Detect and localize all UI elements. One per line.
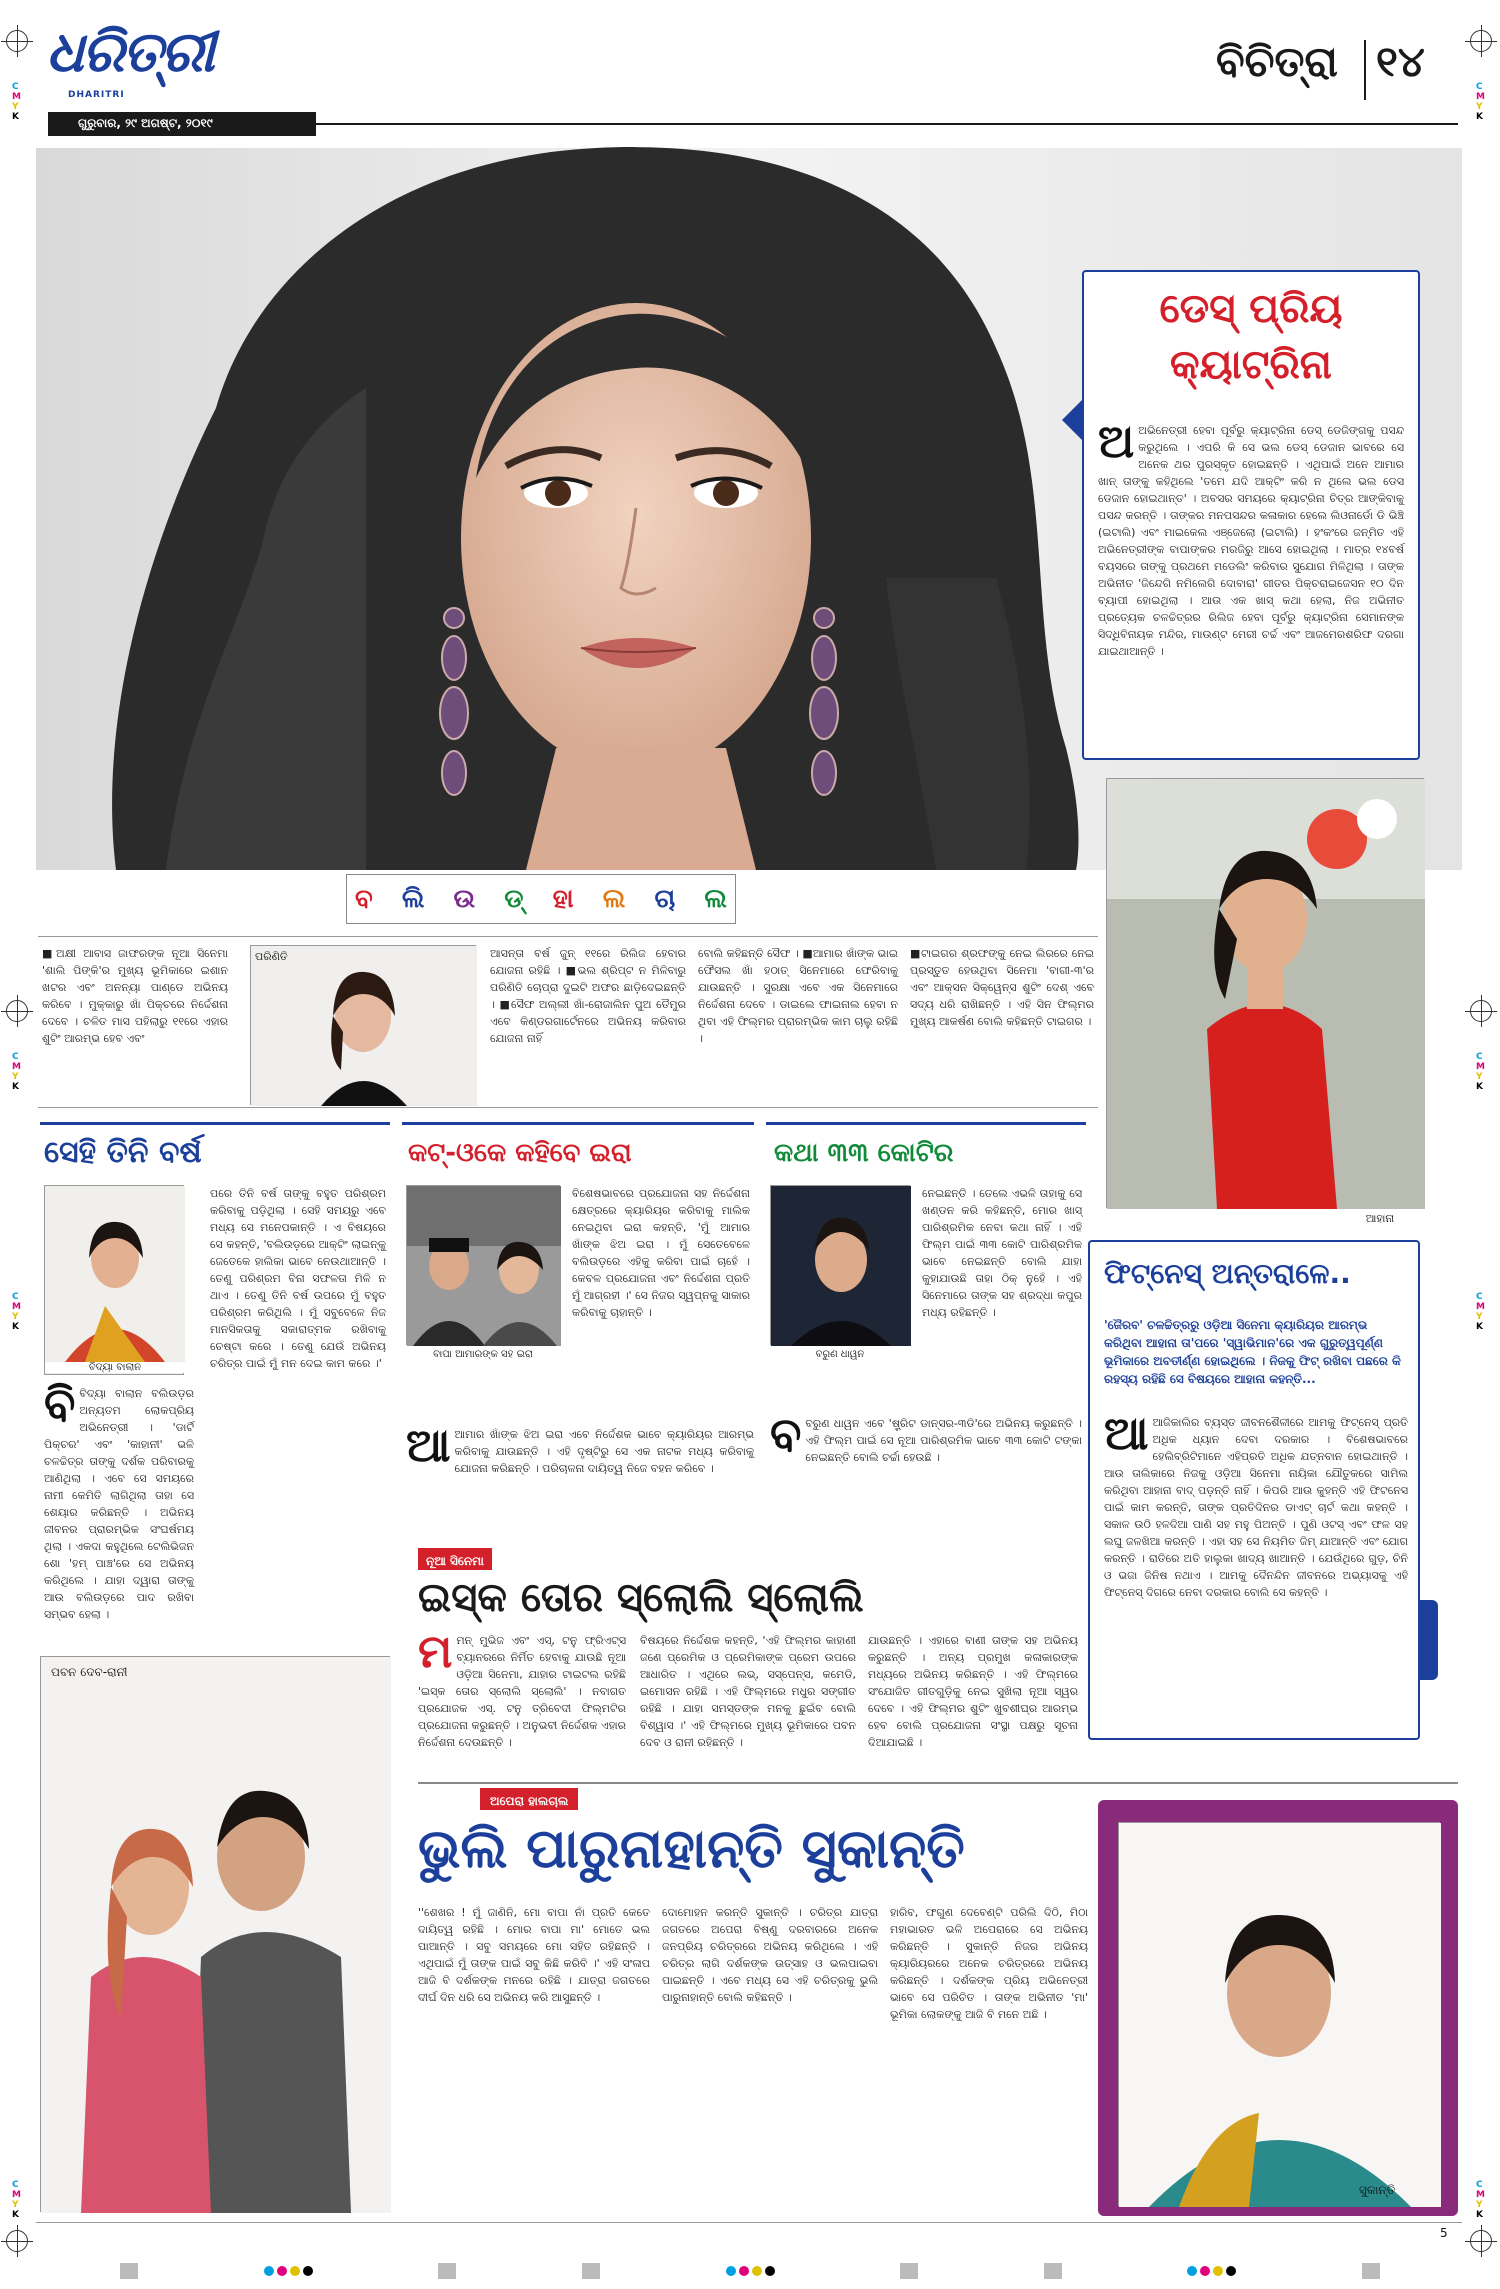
band-letter: ହା — [552, 883, 574, 914]
fitness-article — [1088, 1240, 1420, 1740]
new-film-tag-text: ନୂଆ ସିନେମା — [426, 1554, 484, 1568]
sukanti-tag-text: ଅପେରା ହାଲଚାଲ — [490, 1794, 569, 1808]
ira-headline: କଟ୍-ଓକେ କହିବେ ଇରା — [408, 1138, 632, 1168]
color-dots-icon — [1187, 2266, 1236, 2276]
varun-caption: ବରୁଣ ଧାୱନ — [815, 1349, 865, 1360]
cmyk-marker-icon: C M Y K — [1476, 1292, 1485, 1332]
vidya-portrait-illustration — [45, 1186, 185, 1362]
date-bar — [48, 112, 316, 136]
ira-dropcap: ଆ — [406, 1418, 451, 1472]
fitness-headline: ଫିଟ୍‌ନେସ୍ ଅନ୍ତରାଳେ.. — [1104, 1257, 1351, 1290]
hero-headline-line-2: କ୍ୟାଟ୍ରିନା — [1170, 342, 1332, 388]
band-letter: ଲ — [704, 883, 727, 914]
cmyk-marker-icon: C M Y K — [1476, 82, 1485, 122]
bollywood-col-1: ■ଅକ୍ଷୀ ଆବାସ ଜାଫରଙ୍କ ନୂଆ ସିନେମା 'ଶାଲି ପିଙ୍କି'ର ମୁଖ୍ୟ ଭୂମିକାରେ ଇଶାନ ଖଟର ଏବଂ ଅନନ୍ୟା ପାଣ୍ଡେ ଅଭିନୟ କରିବେ । ମୁକ୍କାରୁ ଖାଁ ପିକ୍ଚରେ ନିର୍ଦ୍ଦେଶନା ଦେବେ । ଚଳିତ ମାସ ପହିଲାରୁ ୧୧ରେ ଏହାର ଶୁଟିଂ ଆରମ୍ଭ ହେବ ଏବଂ — [42, 947, 228, 1045]
color-dots-icon — [726, 2266, 775, 2276]
cmyk-marker-icon: C M Y K — [1476, 2180, 1485, 2220]
sukanti-divider — [418, 1782, 1458, 1784]
band-letter: ଚା — [654, 883, 676, 914]
varun-photo — [770, 1185, 910, 1345]
vidya-dropcap: ବି — [44, 1377, 76, 1431]
parineeti-portrait-illustration — [251, 946, 477, 1106]
registration-mark-icon — [1470, 2230, 1492, 2252]
grey-swatch-icon — [582, 2263, 600, 2279]
page-number: ୧୪ — [1376, 37, 1425, 86]
fitness-dropcap: ଆ — [1104, 1406, 1149, 1460]
sukanti-caption: ସୁକାନ୍ତି — [1359, 2183, 1396, 2197]
cmyk-marker-icon: C M Y K — [12, 1292, 21, 1332]
logo — [46, 18, 246, 108]
band-letter: ବ — [355, 883, 373, 914]
varun-left-text: ବରୁଣ ଧାୱନ ଏବେ 'ଷ୍ଟ୍ରିଟ ଡାନ୍ସର-୩ଡି'ରେ ଅଭିନୟ କରୁଛନ୍ତି । ଏହି ଫିଲ୍ମ ପାଇଁ ସେ ନୂଆ ପାରିଶ୍ରମିକ ଭାବେ ୩୩ କୋଟି ଟଙ୍କା ନେଇଛନ୍ତି ବୋଲି ଚର୍ଚ୍ଚା ହେଉଛି । — [805, 1417, 1082, 1464]
bollywood-band-letters — [355, 879, 727, 919]
hero-body — [1098, 414, 1404, 752]
parineeti-caption: ପରିଣିତି — [255, 950, 288, 963]
vidya-photo — [44, 1185, 184, 1375]
hero-box-pointer-icon — [1062, 400, 1082, 440]
cmyk-marker-icon: C M Y K — [12, 2180, 21, 2220]
bollywood-col-3: ବୋଲି କହିଛନ୍ତି ସୈଫ । ■ଆମାର ଖାଁଙ୍କ ଭାଇ ଫୈସଲ ଖାଁ ହଠାତ୍ ସିନେମାରେ ଫେରିବାକୁ ଯାଉଛନ୍ତି । ସୁରକ୍ଷା ଏବେ ଏକ ସିନେମାରେ ନିର୍ଦ୍ଦେଶନା ଦେବେ । ଡାଇଲେ ଫାଇନାଲ ହେବା ନ ଥିବା ଏହି ଫିଲ୍ମର ପ୍ରାରମ୍ଭିକ କାମ ଚାଲୁ ରହିଛି । — [698, 947, 898, 1045]
varun-headline: କଥା ୩୩ କୋଟିର — [774, 1138, 954, 1168]
varun-left-col — [770, 1407, 1082, 1539]
hero-article-box — [1082, 270, 1420, 760]
vidya-left-text: ବିଦ୍ୟା ବାଲାନ ବଲିଉଡ଼ର ଅନ୍ୟତମ ଲୋକପ୍ରିୟ ଅଭିନେତ୍ରୀ । 'ଡାର୍ଟି ପିକ୍ଚର' ଏବଂ 'କାହାନୀ' ଭଳି ଚଳଚ୍ଚିତ୍ର ତାଙ୍କୁ ଦର୍ଶକ ପରିବାରକୁ ଆଣିଥିଲା । ଏବେ ସେ ସମୟରେ ନାମୀ କେମିତି ଲାଗିଥିଲା ତାହା ସେ ଶେୟାର କରିଛନ୍ତି । ଅଭିନୟ ଜୀବନର ପ୍ରାରମ୍ଭିକ ସଂଘର୍ଷମୟ ଥିଲା । ଏକଦା କହୁଥିଲେ ଟେଲିଭିଜନ ଶୋ 'ହମ୍ ପାଞ୍ଚ'ରେ ସେ ଅଭିନୟ କରିଥିଲେ । ଯାହା ଦ୍ୱାରା ତାଙ୍କୁ ଆଉ ବଲିଉଡ଼ରେ ପାଦ ରଖିବା ସମ୍ଭବ ହେଲା । — [44, 1387, 194, 1621]
ira-left-text: ଆମାର ଖାଁଙ୍କ ଝିଅ ଇରା ଏବେ ନିର୍ଦ୍ଦେଶକ ଭାବେ କ୍ୟାରିୟର ଆରମ୍ଭ କରିବାକୁ ଯାଉଛନ୍ତି । ଏହି ଦୃଷ୍ଟିରୁ ସେ ଏକ ନାଟକ ମଧ୍ୟ କରିବାକୁ ଯୋଜନା କରିଛନ୍ତି । ପରିଚାଳନା ଦାୟିତ୍ୱ ନିଜେ ବହନ କରିବେ । — [454, 1428, 754, 1475]
footer-page-corner: 5 — [1440, 2226, 1448, 2240]
registration-mark-icon — [1470, 30, 1492, 52]
ira-article — [402, 1122, 754, 1422]
sukanti-photo — [1118, 1822, 1440, 2206]
registration-mark-icon — [1470, 1000, 1492, 1022]
hero-dropcap: ଅ — [1098, 414, 1135, 468]
footer-rule — [36, 2222, 1462, 2223]
band-letter: ଡ୍ — [504, 883, 524, 914]
new-film-col-2: ବିଷୟରେ ନିର୍ଦ୍ଦେଶକ କହନ୍ତି, 'ଏହି ଫିଲ୍ମର କାହାଣୀ ଜଣେ ପ୍ରେମିକ ଓ ପ୍ରେମିକାଙ୍କ ପ୍ରେମ ଉପରେ ଆଧାରିତ । ଏଥିରେ ଲଭ୍, ସସ୍ପେନ୍ସ, କମେଡି, ଇମୋସନ ରହିଛି । ଏହି ଫିଲ୍ମରେ ମଧୁର ସଙ୍ଗୀତ ରହିଛି । ଯାହା ସମସ୍ତଙ୍କ ମନକୁ ଛୁଇଁବ ବୋଲି ବିଶ୍ୱାସ ।' ଏହି ଫିଲ୍ମରେ ମୁଖ୍ୟ ଭୂମିକାରେ ପବନ ଦେବ ଓ ରାନୀ ରହିଛନ୍ତି । — [640, 1634, 856, 1749]
varun-portrait-illustration — [771, 1186, 911, 1346]
logo-sub: DHARITRI — [68, 90, 125, 100]
fitness-body — [1104, 1406, 1408, 1734]
bollywood-col-4: ■ଟାଇଗର ଶ୍ରଫଙ୍କୁ ନେଇ ଲିରରେ ନେଇ ପ୍ରସ୍ତୁତ ହେଉଥିବା ସିନେମା 'ବାଗୀ-୩'ର ଏବଂ ଆକ୍ସନ ସିକ୍ୱେନ୍ସ ଶୁଟିଂ ଦେଶ୍ ଏବେ ସଦ୍ୟ ଧରି ରାଖିଛନ୍ତି । ଏହି ସିନ ଫିଲ୍ମର ମୁଖ୍ୟ ଆକର୍ଷଣ ବୋଲି କହିଛନ୍ତି ଟାଇଗର । — [910, 947, 1094, 1028]
grey-swatch-icon — [900, 2263, 918, 2279]
bollywood-band — [346, 874, 736, 924]
new-film-col-1 — [418, 1624, 626, 1772]
new-film-headline: ଇସ୍କ ତୋର ସ୍ଲୋଲି ସ୍ଲୋଲି — [418, 1575, 864, 1621]
pawan-rani-illustration — [41, 1657, 391, 2213]
section-title: ବିଚିତ୍ରା — [1216, 37, 1338, 86]
masthead-rule — [316, 123, 1458, 125]
ira-photo — [406, 1185, 560, 1345]
vidya-article — [40, 1122, 390, 1621]
varun-dropcap: ବ — [770, 1407, 802, 1461]
new-film-photo — [40, 1656, 390, 2212]
sukanti-photo-frame — [1098, 1800, 1458, 2216]
ira-left-col — [406, 1418, 754, 1536]
registration-mark-icon — [6, 1000, 28, 1022]
cmyk-marker-icon: C M Y K — [12, 1052, 21, 1092]
registration-mark-icon — [6, 2230, 28, 2252]
band-letter: ଉ — [453, 883, 476, 914]
varun-article — [766, 1122, 1086, 1542]
ira-aamir-illustration — [407, 1186, 561, 1346]
grey-swatch-icon — [1362, 2263, 1380, 2279]
band-letter: ଲ — [602, 883, 626, 914]
logo-text: ଧରିତ୍ରୀ — [46, 20, 213, 85]
footer-color-bar — [120, 2262, 1380, 2280]
grey-swatch-icon — [1044, 2263, 1062, 2279]
band-letter: ଲି — [401, 883, 425, 914]
grey-swatch-icon — [120, 2263, 138, 2279]
sukanti-col-1: ''ଶେଖର ! ମୁଁ ଜାଣିନି, ମୋ ବାପା ନାଁ ପ୍ରତି କେତେ ଦାୟିତ୍ୱ ରହିଛି । ମୋର ବାପା ମା' ମୋତେ ଭଲ ପାଆନ୍ତି । ସବୁ ସମୟରେ ମୋ ସହିତ ରହିଛନ୍ତି । ଏଥିପାଇଁ ମୁଁ ତାଙ୍କ ପାଇଁ ସବୁ କିଛି କରିବି ।' ଏହି ସଂଳାପ ଆଜି ବି ଦର୍ଶକଙ୍କ ମନରେ ରହିଛି । ଯାତ୍ରା ଜଗତରେ ଦୀର୍ଘ ଦିନ ଧରି ସେ ଅଭିନୟ କରି ଆସୁଛନ୍ତି । — [418, 1906, 650, 2004]
new-film-tag — [418, 1548, 492, 1570]
vidya-caption: ବିଦ୍ୟା ବାଲାନ — [45, 1362, 185, 1373]
new-film-caption: ପବନ ଦେବ-ରାନୀ — [51, 1665, 128, 1679]
date-text: ଗୁରୁବାର, ୨୯ ଅଗଷ୍ଟ, ୨୦୧୯ — [78, 116, 213, 130]
hero-body-text: ଅଭିନେତ୍ରୀ ହେବା ପୂର୍ବରୁ କ୍ୟାଟ୍ରିନା ଡେସ୍ ଡେଜିଙ୍ଗକୁ ପସନ୍ଦ କରୁଥିଲେ । ଏପରି କି ସେ ଭଲ ଡେସ୍ ଡେଜାନ ଭାବରେ ସେ ଅନେକ ଥର ପୁରସ୍କୃତ ହୋଇଛନ୍ତି । ଏଥିପାଇଁ ଅନେ ଆମାର ଖାନ୍ ତାଙ୍କୁ କହିଥିଲେ 'ତମେ ଯଦି ଆକ୍ଟିଂ କରି ନ ଥିଲେ ଭଲ ଡେସ ଡେଜାନ ହୋଇଥାନ୍ତ' । ଅବସର ସମୟରେ କ୍ୟାଟ୍ରିନା ଚିତ୍ର ଆଙ୍କିବାକୁ ପସନ୍ଦ କରନ୍ତି । ତାଙ୍କର ମନପସନ୍ଦର କଳାକାର ହେଲେ ଲିଓନାର୍ଡୋ ଡି ଭିଞ୍ଚି (ଇଟାଲି) ଏବଂ ମାଇକେଲ ଏଞ୍ଜେଲୋ (ଇଟାଲି) । ହଂକଂରେ ଜନ୍ମିତ ଏହି ଅଭିନେତ୍ରୀଙ୍କ ବାପାଙ୍କର ମରଜିରୁ ଆସେ ହୋଇଥିଲା । ମାତ୍ର ୧୪ବର୍ଷ ବୟସରେ ତାଙ୍କୁ ପ୍ରଥମେ ମଡେଲିଂ କରିବାର ସୁଯୋଗ ମିଳିଥିଲା । ତାଙ୍କ ଅଭିନୀତ 'ଜିନ୍ଦେଗି ନମିଲେଗି ଦୋବାରା' ଗୀତର ପିକ୍ଚରାଇଜେସନ ୧୦ ଦିନ ବ୍ୟାପୀ ହୋଇଥିଲା । ଆଉ ଏକ ଖାସ୍ କଥା ହେଲା, ନିଜ ଅଭିନୀତ ପ୍ରତ୍ୟେକ ଚଳଚ୍ଚିତ୍ରର ରିଲିଜ ହେବା ପୂର୍ବରୁ କ୍ୟାଟ୍ରିନା ସେମାନଙ୍କ ସିଦ୍ଧିବିନାୟକ ମନ୍ଦିର, ମାଉଣ୍ଟ ମେରୀ ଚର୍ଚ୍ଚ ଏବଂ ଆଜମେରଶରିଫ ଦରଗା ଯାଇଥାଆନ୍ତି । — [1098, 424, 1404, 658]
sukanti-col-2: ଦୋମୋହନ କରନ୍ତି ସୁକାନ୍ତି । ଚରିତ୍ର ଯାତ୍ରା ଜଗତରେ ଅପେରା ବିଷ୍ଣୁ ଦରବାରରେ ଅନେକ ଜନପ୍ରିୟ ଚରିତ୍ରରେ ଅଭିନୟ କରିଥିଲେ । ଏହି ଚରିତ୍ର ଲାଗି ଦର୍ଶକଙ୍କ ଉତ୍ସାହ ଓ ଭଲପାଇବା ପାଇଛନ୍ତି । ଏବେ ମଧ୍ୟ ସେ ଏହି ଚରିତ୍ରକୁ ଭୁଲି ପାରୁନାହାନ୍ତି ବୋଲି କହିଛନ୍ତି । — [662, 1906, 878, 2004]
ira-right-col: ବିଶେଷଭାବରେ ପ୍ରଯୋଜନା ସହ ନିର୍ଦ୍ଦେଶନା କ୍ଷେତ୍ରରେ କ୍ୟାରିୟର କରିବାକୁ ମାଲିକ ନେଇଥିବା ଇରା କହନ୍ତି, 'ମୁଁ ଆମାର ଖାଁଙ୍କ ଝିଅ ଇରା । ମୁଁ ସେତେବେଳେ ବଲିଉଡ଼ରେ ଏହିକୁ କରିବା ପାଇଁ ଚାହେଁ । କେବଳ ପ୍ରଯୋଜନା ଏବଂ ନିର୍ଦ୍ଦେଶନା ପ୍ରତି ମୁଁ ଆଗ୍ରହୀ ।' ସେ ନିଜର ସ୍ୱପ୍ନକୁ ସାକାର କରିବାକୁ ଚାହାନ୍ତି । — [572, 1187, 750, 1319]
varun-right-col: ନେଇଛନ୍ତି । ତେଲେ ଏଭଳି ତାହାକୁ ସେ ଖଣ୍ଡନ କରି କହିଛନ୍ତି, ମୋର ଖାସ୍ ପାରିଶ୍ରମିକ ନେବା କଥା ନାହିଁ । ଏହି ଫିଲ୍ମ ପାଇଁ ୩୩ କୋଟି ପାରିଶ୍ରମିକ ଭାବେ ନେଇଛନ୍ତି ବୋଲି ଯାହା କୁହାଯାଉଛି ତାହା ଠିକ୍ ନୁହେଁ । ଏହି ସିନେମାରେ ତାଙ୍କ ସହ ଶ୍ରଦ୍ଧା କପୁର ମଧ୍ୟ ରହିଛନ୍ତି । — [922, 1187, 1082, 1319]
vidya-headline: ସେହି ତିନି ବର୍ଷ — [44, 1135, 202, 1170]
registration-mark-icon — [6, 30, 28, 52]
sukanti-tag — [480, 1788, 578, 1810]
new-film-dropcap: ମ — [418, 1624, 453, 1678]
fitness-side-accent — [1418, 1600, 1438, 1680]
bollywood-news — [38, 936, 1098, 1108]
hero-headline-line-1: ଡେସ୍ ପ୍ରିୟ — [1159, 286, 1343, 332]
masthead — [46, 18, 1458, 140]
sukanti-portrait-illustration — [1119, 1823, 1441, 2207]
color-dots-icon — [264, 2266, 313, 2276]
ahana-portrait-illustration — [1107, 779, 1425, 1209]
fitness-intro: 'ଜୈରବ' ଚଳଚ୍ଚିତ୍ରରୁ ଓଡ଼ିଆ ସିନେମା କ୍ୟାରିୟର ଆରମ୍ଭ କରିଥିବା ଆହାନା ତା'ପରେ 'ସ୍ୱାଭିମାନ'ରେ ଏକ ଗୁରୁତ୍ୱପୂର୍ଣ୍ଣ ଭୂମିକାରେ ଅବତୀର୍ଣ୍ଣ ହୋଇଥିଲେ । ନିଜକୁ ଫିଟ୍ ରଖିବା ପଛରେ କି ରହସ୍ୟ ରହିଛି ସେ ବିଷୟରେ ଆହାନା କହନ୍ତି... — [1104, 1318, 1401, 1386]
cmyk-marker-icon: C M Y K — [12, 82, 21, 122]
bollywood-col-2: ଆସନ୍ତା ବର୍ଷ ଜୁନ୍ ୧୧ରେ ରିଲିଜ ହେବାର ଯୋଜନା ରହିଛି । ■ଭଲ ଶ୍ରିପ୍ଟ ନ ମିଳିବାରୁ ପରିଣିତି ଚୋପ୍ରା ଦୁଇଟି ଅଫର ଛାଡ଼ିଦେଇଛନ୍ତି । ■ସୈଫ ଅଲ୍ଲୀ ଖାଁ-ରୋଜାଲିନ ପୁଅ ତୈମୁର ଏବେ କିଣ୍ଡରଗାର୍ଟେନରେ ଅଭିନୟ କରିବାର ଯୋଜନା ନାହିଁ — [490, 947, 686, 1045]
new-film-col-3: ଯାଉଛନ୍ତି । ଏହାରେ ବାଣୀ ତାଙ୍କ ସହ ଅଭିନୟ କରୁଛନ୍ତି । ଅନ୍ୟ ପ୍ରମୁଖ କଳାକାରଙ୍କ ମଧ୍ୟରେ ଅଭିନୟ କରିଛନ୍ତି । ଏହି ଫିଲ୍ମରେ ସଂଯୋଜିତ ଗୀତଗୁଡ଼ିକୁ ନେଇ ସୁଖିଲା ନୂଆ ସ୍ୱର ଦେବେ । ଏହି ଫିଲ୍ମର ଶୁଟିଂ ଖୁବଶୀଘ୍ର ଆରମ୍ଭ ହେବ ବୋଲି ପ୍ରଯୋଜନା ସଂସ୍ଥା ପକ୍ଷରୁ ସୂଚନା ଦିଆଯାଇଛି । — [868, 1634, 1078, 1749]
vidya-right-col: ପରେ ତିନି ବର୍ଷ ତାଙ୍କୁ ବହୁତ ପରିଶ୍ରମ କରିବାକୁ ପଡ଼ିଥିଲା । ସେହି ସମୟରୁ ଏବେ ମଧ୍ୟ ସେ ମନେପକାନ୍ତି । ଏ ବିଷୟରେ ସେ କହନ୍ତି, 'ବଲିଉଡ଼ରେ ଆକ୍ଟିଂ ଲାଇନ୍‌କୁ ଜେତେକେ ହାଲିକା ଭାବେ ନେଉଥାଆନ୍ତି । ତେଣୁ ପରିଶ୍ରମ ବିନା ସଫଳତା ମିଳି ନ ଥାଏ । ତେଣୁ ତିନି ବର୍ଷ ଉପରେ ମୁଁ ବହୁତ ପରିଶ୍ରମ କରିଥିଲି । ମୁଁ ସବୁବେଳେ ନିଜ ମାନସିକତାକୁ ସକାରାତ୍ମକ ରଖିବାକୁ ଚେଷ୍ଟା କରେ । ତେଣୁ ଯେଉଁ ଅଭିନୟ ଚରିତ୍ର ପାଇଁ ମୁଁ ମନ ଦେଇ କାମ କରେ ।' — [210, 1187, 386, 1370]
sukanti-headline: ଭୁଲି ପାରୁନାହାନ୍ତି ସୁକାନ୍ତି — [418, 1817, 965, 1880]
grey-swatch-icon — [438, 2263, 456, 2279]
sukanti-col-3: ହାରିବ, ଫଗୁଣ ଦେବେଣ୍ଟି ପରିଲି ଦିଠି, ମିଠା ମହାଭାରତ ଭଳି ଅପେରାରେ ସେ ଅଭିନୟ କରିଛନ୍ତି । ସୁକାନ୍ତି ନିଜର ଅଭିନୟ କ୍ୟାରିୟରରେ ଅନେକ ଚରିତ୍ରରେ ଅଭିନୟ କରିଛନ୍ତି । ଦର୍ଶକଙ୍କ ପ୍ରିୟ ଅଭିନେତ୍ରୀ ଭାବେ ସେ ପରିଚିତ । ତାଙ୍କ ଅଭିନୀତ 'ମା' ଭୂମିକା ଲୋକଙ୍କୁ ଆଜି ବି ମନେ ଅଛି । — [890, 1906, 1088, 2021]
section-divider — [1364, 40, 1366, 100]
ahana-photo — [1106, 778, 1424, 1208]
ira-caption: ବାପା ଆମାରଙ୍କ ସହ ଇରା — [433, 1349, 533, 1360]
ahana-caption: ଆହାନା — [1365, 1212, 1395, 1225]
new-film-col-1-text: ମନ୍ ମୁଭିଜ ଏବଂ ଏସ୍, ଟନୁ ଫ୍ରିଏଟ୍ସ ବ୍ୟାନରରେ ନିର୍ମିତ ହେବାକୁ ଯାଉଛି ନୂଆ ଓଡ଼ିଆ ସିନେମା, ଯାହାର ଟାଇଟଲ ରହିଛି 'ଇସ୍କ ତୋର ସ୍ଲୋଲି ସ୍ଲୋଲି' । ନବାଗତ ପ୍ରଯୋଜକ ଏସ୍. ଟନୁ ତ୍ରିବେଦୀ ଫିଲ୍ମଟିର ପ୍ରଯୋଜନା କରୁଛନ୍ତି । ଅନୁଭବୀ ନିର୍ଦ୍ଦେଶକ ଏହାର ନିର୍ଦ୍ଦେଶନା ଦେଉଛନ୍ତି । — [418, 1634, 626, 1749]
fitness-body-text: ଆଜିକାଲିର ବ୍ୟସ୍ତ ଜୀବନଶୈଳୀରେ ଆମକୁ ଫିଟ୍‌ନେସ୍ ପ୍ରତି ଅଧିକ ଧ୍ୟାନ ଦେବା ଦରକାର । ବିଶେଷଭାବରେ ହେଲିବ୍ରିଟିମାନେ ଏହିପ୍ରତି ଅଧିକ ଯତ୍ନବାନ ହୋଇଥାନ୍ତି । ଆଉ ତାଲିକାରେ ନିଜକୁ ଓଡ଼ିଆ ସିନେମା ନାୟିକା ଯୌତୁକରେ ସାମିଲ କରିଥିବା ଆହାନା ବାଦ୍ ପଡ଼ନ୍ତି ନାହିଁ । କିପରି ଆଉ କୁହନ୍ତି ଏହି ଫିଟନେସ ପାଇଁ କାମ କରନ୍ତି, ତାଙ୍କ ପ୍ରତିଦିନର ଡାଏଟ୍ ଚାର୍ଟ କଥା କହନ୍ତି । ସକାଳ ଉଠି ହଳଦିଆ ପାଣି ସହ ମହୁ ପିଅନ୍ତି । ପୁଣି ଓଟସ୍ ଏବଂ ଫଳ ସହ ଲଘୁ ଜଳଖିଆ କରନ୍ତି । ଏହା ସହ ସେ ନିୟମିତ ଜିମ୍ ଯାଆନ୍ତି ଏବଂ ଯୋଗ କରନ୍ତି । ରାତିରେ ଅତି ହାଲୁକା ଖାଦ୍ୟ ଖାଆନ୍ତି । ଯେଉଁଥିରେ ଗୁଡ଼, ଚିନି ଓ ଭଜା ଜିନିଷ ନଥାଏ । ଆମକୁ ଦୈନନ୍ଦିନ ଜୀବନରେ ଅଭ୍ୟାସକୁ ଏହି ଫିଟ୍‌ନେସ୍ ଦିଗରେ ନେବା ଦରକାର ବୋଲି ସେ କହନ୍ତି । — [1104, 1416, 1408, 1599]
parineeti-photo — [250, 945, 476, 1105]
vidya-left-col — [44, 1377, 194, 1621]
cmyk-marker-icon: C M Y K — [1476, 1052, 1485, 1092]
